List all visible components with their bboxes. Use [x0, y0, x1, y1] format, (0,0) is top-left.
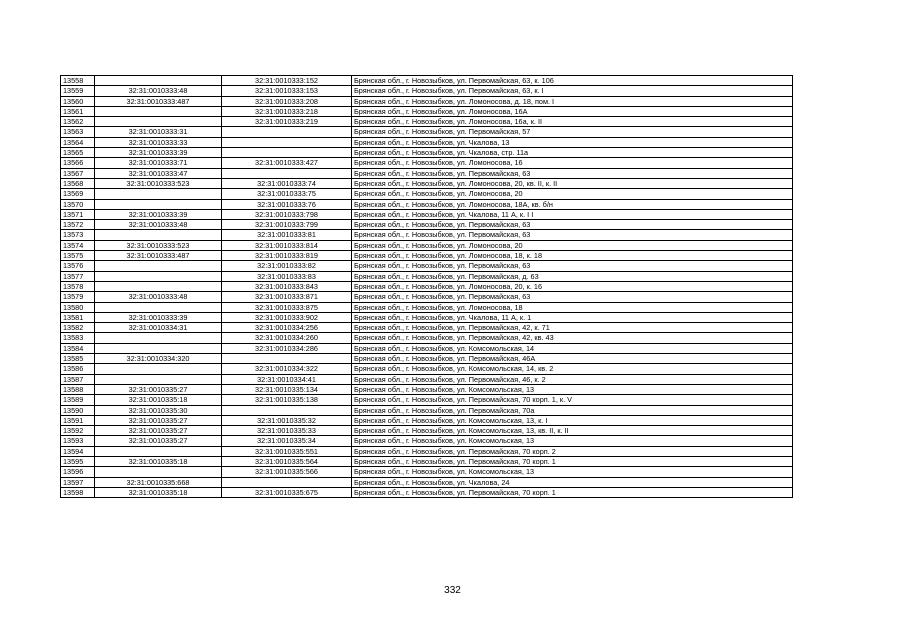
table-row [61, 209, 793, 219]
object-cadastral-number-cell: 32:31:0010333:871 [222, 292, 352, 302]
table-row [61, 436, 793, 446]
address-cell: Брянская обл., г. Новозыбков, ул. Ломоносова, 20, кв. II, к. II [352, 178, 793, 188]
table-row [61, 168, 793, 178]
table-row [61, 117, 793, 127]
cadastral-number-cell: 32:31:0010334:320 [95, 354, 222, 364]
table-row [61, 426, 793, 436]
row-number-cell: 13588 [61, 384, 95, 394]
object-cadastral-number-cell [222, 137, 352, 147]
row-number-cell: 13587 [61, 374, 95, 384]
row-number-cell: 13589 [61, 395, 95, 405]
cadastral-number-cell: 32:31:0010335:27 [95, 384, 222, 394]
object-cadastral-number-cell: 32:31:0010333:798 [222, 209, 352, 219]
row-number-cell: 13563 [61, 127, 95, 137]
object-cadastral-number-cell [222, 405, 352, 415]
address-cell: Брянская обл., г. Новозыбков, ул. Первомайская, 63, к. I [352, 86, 793, 96]
address-cell: Брянская обл., г. Новозыбков, ул. Первомайская, 70а [352, 405, 793, 415]
address-cell: Брянская обл., г. Новозыбков, ул. Ломоносова, 16 [352, 158, 793, 168]
table-row [61, 405, 793, 415]
cadastral-number-cell [95, 302, 222, 312]
table-row [61, 189, 793, 199]
object-cadastral-number-cell [222, 148, 352, 158]
object-cadastral-number-cell: 32:31:0010333:814 [222, 240, 352, 250]
address-cell: Брянская обл., г. Новозыбков, ул. Первомайская, 70 корп. 1 [352, 456, 793, 466]
table-body [61, 76, 793, 498]
object-cadastral-number-cell: 32:31:0010335:34 [222, 436, 352, 446]
row-number-cell: 13597 [61, 477, 95, 487]
address-cell: Брянская обл., г. Новозыбков, ул. Ломоносова, 20, к. 16 [352, 281, 793, 291]
cadastral-number-cell [95, 343, 222, 353]
table-row [61, 374, 793, 384]
object-cadastral-number-cell: 32:31:0010333:219 [222, 117, 352, 127]
object-cadastral-number-cell: 32:31:0010333:83 [222, 271, 352, 281]
row-number-cell: 13579 [61, 292, 95, 302]
row-number-cell: 13590 [61, 405, 95, 415]
address-cell: Брянская обл., г. Новозыбков, ул. Комсомольская, 13 [352, 436, 793, 446]
address-cell: Брянская обл., г. Новозыбков, ул. Ломоносова, д. 18, пом. I [352, 96, 793, 106]
cadastral-number-cell: 32:31:0010333:71 [95, 158, 222, 168]
table-row [61, 271, 793, 281]
table-row [61, 354, 793, 364]
table-row [61, 261, 793, 271]
table-row [61, 178, 793, 188]
table-row [61, 86, 793, 96]
address-cell: Брянская обл., г. Новозыбков, ул. Первомайская, 70 корп. 1, к. V [352, 395, 793, 405]
address-cell: Брянская обл., г. Новозыбков, ул. Ломоносова, 20 [352, 189, 793, 199]
table-row [61, 292, 793, 302]
cadastral-number-cell: 32:31:0010335:27 [95, 436, 222, 446]
address-cell: Брянская обл., г. Новозыбков, ул. Первомайская, 57 [352, 127, 793, 137]
address-cell: Брянская обл., г. Новозыбков, ул. Ломоносова, 16А [352, 106, 793, 116]
object-cadastral-number-cell: 32:31:0010333:799 [222, 220, 352, 230]
address-cell: Брянская обл., г. Новозыбков, ул. Первомайская, 42, к. 71 [352, 323, 793, 333]
table-row [61, 137, 793, 147]
object-cadastral-number-cell [222, 127, 352, 137]
row-number-cell: 13572 [61, 220, 95, 230]
table-row [61, 158, 793, 168]
row-number-cell: 13559 [61, 86, 95, 96]
object-cadastral-number-cell: 32:31:0010333:75 [222, 189, 352, 199]
cadastral-number-cell: 32:31:0010333:47 [95, 168, 222, 178]
address-cell: Брянская обл., г. Новозыбков, ул. Первомайская, 63 [352, 292, 793, 302]
object-cadastral-number-cell: 32:31:0010333:819 [222, 251, 352, 261]
cadastral-number-cell: 32:31:0010333:33 [95, 137, 222, 147]
table-row [61, 281, 793, 291]
cadastral-number-cell [95, 106, 222, 116]
object-cadastral-number-cell: 32:31:0010334:260 [222, 333, 352, 343]
address-cell: Брянская обл., г. Новозыбков, ул. Первомайская, 70 корп. 1 [352, 487, 793, 497]
row-number-cell: 13571 [61, 209, 95, 219]
row-number-cell: 13558 [61, 76, 95, 86]
row-number-cell: 13585 [61, 354, 95, 364]
object-cadastral-number-cell: 32:31:0010333:82 [222, 261, 352, 271]
table-row [61, 106, 793, 116]
row-number-cell: 13561 [61, 106, 95, 116]
cadastral-number-cell: 32:31:0010333:39 [95, 148, 222, 158]
table-row [61, 477, 793, 487]
table-row [61, 240, 793, 250]
cadastral-number-cell [95, 467, 222, 477]
object-cadastral-number-cell [222, 354, 352, 364]
table-row [61, 302, 793, 312]
row-number-cell: 13596 [61, 467, 95, 477]
object-cadastral-number-cell: 32:31:0010335:138 [222, 395, 352, 405]
cadastral-number-cell [95, 261, 222, 271]
table-row [61, 220, 793, 230]
table-row [61, 456, 793, 466]
object-cadastral-number-cell: 32:31:0010333:76 [222, 199, 352, 209]
row-number-cell: 13583 [61, 333, 95, 343]
address-cell: Брянская обл., г. Новозыбков, ул. Первомайская, 63 [352, 168, 793, 178]
row-number-cell: 13573 [61, 230, 95, 240]
address-cell: Брянская обл., г. Новозыбков, ул. Первомайская, 63 [352, 230, 793, 240]
cadastral-number-cell: 32:31:0010334:31 [95, 323, 222, 333]
cadastral-number-cell [95, 230, 222, 240]
cadastral-number-cell: 32:31:0010335:18 [95, 487, 222, 497]
address-cell: Брянская обл., г. Новозыбков, ул. Комсомольская, 13, к. I [352, 415, 793, 425]
cadastral-number-cell [95, 271, 222, 281]
object-cadastral-number-cell [222, 477, 352, 487]
row-number-cell: 13565 [61, 148, 95, 158]
table-row [61, 312, 793, 322]
row-number-cell: 13567 [61, 168, 95, 178]
row-number-cell: 13591 [61, 415, 95, 425]
object-cadastral-number-cell: 32:31:0010334:286 [222, 343, 352, 353]
table-row [61, 127, 793, 137]
object-cadastral-number-cell: 32:31:0010333:74 [222, 178, 352, 188]
row-number-cell: 13570 [61, 199, 95, 209]
row-number-cell: 13586 [61, 364, 95, 374]
address-cell: Брянская обл., г. Новозыбков, ул. Первомайская, 70 корп. 2 [352, 446, 793, 456]
table-row [61, 251, 793, 261]
object-cadastral-number-cell: 32:31:0010335:134 [222, 384, 352, 394]
address-cell: Брянская обл., г. Новозыбков, ул. Ломоносова, 18А, кв. б/н [352, 199, 793, 209]
row-number-cell: 13584 [61, 343, 95, 353]
row-number-cell: 13594 [61, 446, 95, 456]
table-row [61, 343, 793, 353]
address-cell: Брянская обл., г. Новозыбков, ул. Ломоносова, 20 [352, 240, 793, 250]
row-number-cell: 13593 [61, 436, 95, 446]
cadastral-number-cell: 32:31:0010333:39 [95, 209, 222, 219]
cadastral-number-cell: 32:31:0010333:48 [95, 86, 222, 96]
cadastral-number-cell [95, 374, 222, 384]
cadastral-number-cell: 32:31:0010333:39 [95, 312, 222, 322]
table-row [61, 487, 793, 497]
row-number-cell: 13582 [61, 323, 95, 333]
address-cell: Брянская обл., г. Новозыбков, ул. Комсомольская, 14 [352, 343, 793, 353]
address-cell: Брянская обл., г. Новозыбков, ул. Первомайская, д. 63 [352, 271, 793, 281]
table-row [61, 230, 793, 240]
cadastral-table [60, 75, 793, 498]
row-number-cell: 13576 [61, 261, 95, 271]
cadastral-number-cell: 32:31:0010333:48 [95, 292, 222, 302]
row-number-cell: 13578 [61, 281, 95, 291]
row-number-cell: 13562 [61, 117, 95, 127]
address-cell: Брянская обл., г. Новозыбков, ул. Чкалова, 13 [352, 137, 793, 147]
table-row [61, 96, 793, 106]
table-row [61, 76, 793, 86]
cadastral-number-cell: 32:31:0010335:27 [95, 415, 222, 425]
table-row [61, 467, 793, 477]
object-cadastral-number-cell: 32:31:0010333:875 [222, 302, 352, 312]
object-cadastral-number-cell: 32:31:0010335:551 [222, 446, 352, 456]
object-cadastral-number-cell: 32:31:0010333:902 [222, 312, 352, 322]
row-number-cell: 13595 [61, 456, 95, 466]
address-cell: Брянская обл., г. Новозыбков, ул. Первомайская, 63 [352, 220, 793, 230]
cadastral-number-cell [95, 281, 222, 291]
row-number-cell: 13560 [61, 96, 95, 106]
cadastral-number-cell [95, 76, 222, 86]
table-row [61, 384, 793, 394]
table-row [61, 333, 793, 343]
address-cell: Брянская обл., г. Новозыбков, ул. Чкалова, 24 [352, 477, 793, 487]
object-cadastral-number-cell: 32:31:0010335:564 [222, 456, 352, 466]
row-number-cell: 13592 [61, 426, 95, 436]
row-number-cell: 13598 [61, 487, 95, 497]
object-cadastral-number-cell: 32:31:0010333:152 [222, 76, 352, 86]
object-cadastral-number-cell: 32:31:0010333:208 [222, 96, 352, 106]
cadastral-number-cell: 32:31:0010333:523 [95, 240, 222, 250]
address-cell: Брянская обл., г. Новозыбков, ул. Первомайская, 46А [352, 354, 793, 364]
row-number-cell: 13574 [61, 240, 95, 250]
object-cadastral-number-cell: 32:31:0010333:153 [222, 86, 352, 96]
object-cadastral-number-cell: 32:31:0010333:427 [222, 158, 352, 168]
object-cadastral-number-cell: 32:31:0010335:566 [222, 467, 352, 477]
address-cell: Брянская обл., г. Новозыбков, ул. Первомайская, 63, к. 106 [352, 76, 793, 86]
cadastral-number-cell [95, 199, 222, 209]
cadastral-number-cell [95, 189, 222, 199]
row-number-cell: 13581 [61, 312, 95, 322]
object-cadastral-number-cell: 32:31:0010335:32 [222, 415, 352, 425]
cadastral-number-cell: 32:31:0010335:30 [95, 405, 222, 415]
row-number-cell: 13575 [61, 251, 95, 261]
row-number-cell: 13577 [61, 271, 95, 281]
object-cadastral-number-cell [222, 168, 352, 178]
row-number-cell: 13566 [61, 158, 95, 168]
row-number-cell: 13580 [61, 302, 95, 312]
page-number: 332 [444, 585, 461, 596]
address-cell: Брянская обл., г. Новозыбков, ул. Ломоносова, 18, к. 18 [352, 251, 793, 261]
row-number-cell: 13568 [61, 178, 95, 188]
table-row [61, 446, 793, 456]
cadastral-number-cell [95, 333, 222, 343]
address-cell: Брянская обл., г. Новозыбков, ул. Комсомольская, 13, кв. II, к. II [352, 426, 793, 436]
object-cadastral-number-cell: 32:31:0010334:41 [222, 374, 352, 384]
table-row [61, 364, 793, 374]
object-cadastral-number-cell: 32:31:0010334:322 [222, 364, 352, 374]
cadastral-number-cell: 32:31:0010333:31 [95, 127, 222, 137]
address-cell: Брянская обл., г. Новозыбков, ул. Первомайская, 63 [352, 261, 793, 271]
object-cadastral-number-cell: 32:31:0010335:33 [222, 426, 352, 436]
cadastral-number-cell: 32:31:0010335:27 [95, 426, 222, 436]
cadastral-number-cell: 32:31:0010335:18 [95, 395, 222, 405]
address-cell: Брянская обл., г. Новозыбков, ул. Чкалова, стр. 11а [352, 148, 793, 158]
address-cell: Брянская обл., г. Новозыбков, ул. Комсомольская, 13 [352, 384, 793, 394]
cadastral-number-cell: 32:31:0010335:18 [95, 456, 222, 466]
cadastral-number-cell: 32:31:0010333:523 [95, 178, 222, 188]
address-cell: Брянская обл., г. Новозыбков, ул. Ломоносова, 16а, к. II [352, 117, 793, 127]
cadastral-number-cell [95, 117, 222, 127]
address-cell: Брянская обл., г. Новозыбков, ул. Чкалова, 11 А, к. 1 [352, 312, 793, 322]
table-row [61, 148, 793, 158]
table-row [61, 415, 793, 425]
cadastral-number-cell: 32:31:0010333:487 [95, 251, 222, 261]
address-cell: Брянская обл., г. Новозыбков, ул. Комсомольская, 13 [352, 467, 793, 477]
table-row [61, 199, 793, 209]
address-cell: Брянская обл., г. Новозыбков, ул. Первомайская, 46, к. 2 [352, 374, 793, 384]
cadastral-number-cell: 32:31:0010333:48 [95, 220, 222, 230]
object-cadastral-number-cell: 32:31:0010333:81 [222, 230, 352, 240]
object-cadastral-number-cell: 32:31:0010333:843 [222, 281, 352, 291]
object-cadastral-number-cell: 32:31:0010335:675 [222, 487, 352, 497]
cadastral-number-cell [95, 364, 222, 374]
address-cell: Брянская обл., г. Новозыбков, ул. Чкалова, 11 А, к. I I [352, 209, 793, 219]
table-row [61, 323, 793, 333]
object-cadastral-number-cell: 32:31:0010333:218 [222, 106, 352, 116]
address-cell: Брянская обл., г. Новозыбков, ул. Первомайская, 42, кв. 43 [352, 333, 793, 343]
address-cell: Брянская обл., г. Новозыбков, ул. Ломоносова, 18 [352, 302, 793, 312]
address-cell: Брянская обл., г. Новозыбков, ул. Комсомольская, 14, кв. 2 [352, 364, 793, 374]
row-number-cell: 13564 [61, 137, 95, 147]
cadastral-number-cell: 32:31:0010335:668 [95, 477, 222, 487]
object-cadastral-number-cell: 32:31:0010334:256 [222, 323, 352, 333]
row-number-cell: 13569 [61, 189, 95, 199]
cadastral-number-cell [95, 446, 222, 456]
cadastral-number-cell: 32:31:0010333:487 [95, 96, 222, 106]
table-row [61, 395, 793, 405]
